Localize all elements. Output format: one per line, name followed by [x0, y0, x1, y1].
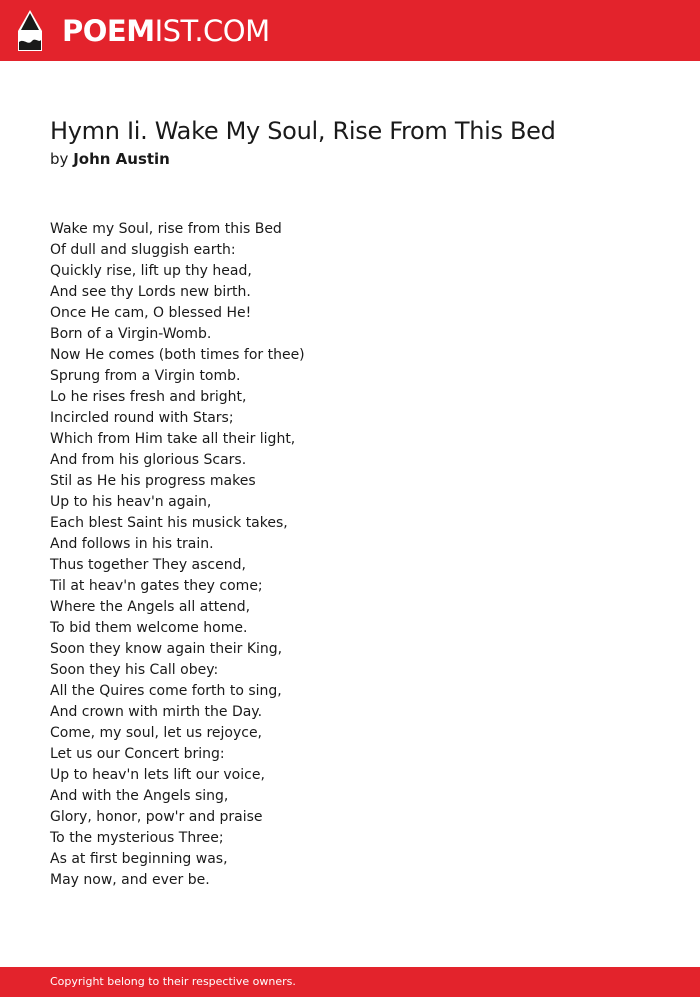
- poem-line: And crown with mirth the Day.: [50, 704, 263, 720]
- poem-title: Hymn Ii. Wake My Soul, Rise From This Bed: [50, 117, 556, 145]
- poem-line: Incircled round with Stars;: [50, 410, 234, 426]
- poem-line: And with the Angels sing,: [50, 788, 229, 804]
- poem-line: Once He cam, O blessed He!: [50, 305, 252, 321]
- poem-line: Til at heav'n gates they come;: [50, 578, 263, 594]
- poem-line: Stil as He his progress makes: [50, 473, 256, 489]
- poem-line: Let us our Concert bring:: [50, 746, 225, 762]
- poem-line: Sprung from a Virgin tomb.: [50, 368, 241, 384]
- poem-line: And from his glorious Scars.: [50, 452, 247, 468]
- poem-line: Born of a Virgin-Womb.: [50, 326, 212, 342]
- site-logo[interactable]: [62, 13, 270, 49]
- poem-line: Wake my Soul, rise from this Bed: [50, 221, 282, 237]
- poem-line: May now, and ever be.: [50, 872, 210, 888]
- site-footer: [0, 967, 700, 997]
- poem-line: Soon they his Call obey:: [50, 662, 219, 678]
- logo-light-text: IST.COM: [154, 14, 270, 48]
- poem-line: Now He comes (both times for thee): [50, 347, 305, 363]
- logo-bold-text: POEM: [62, 14, 155, 48]
- poem-line: Each blest Saint his musick takes,: [50, 515, 288, 531]
- poem-body: [50, 219, 650, 891]
- poem-line: Of dull and sluggish earth:: [50, 242, 236, 258]
- poem-line: Soon they know again their King,: [50, 641, 283, 657]
- poem-line: To the mysterious Three;: [50, 830, 224, 846]
- poem-line: Come, my soul, let us rejoyce,: [50, 725, 263, 741]
- byline: [50, 148, 170, 170]
- poem-line: And see thy Lords new birth.: [50, 284, 251, 300]
- poem-line: Quickly rise, lift up thy head,: [50, 263, 252, 279]
- site-header: [0, 0, 700, 61]
- poem-line: As at first beginning was,: [50, 851, 228, 867]
- poem-line: Where the Angels all attend,: [50, 599, 251, 615]
- copyright-text: Copyright belong to their respective owners.: [50, 975, 296, 988]
- poem-line: Up to heav'n lets lift our voice,: [50, 767, 265, 783]
- poem-line: To bid them welcome home.: [50, 620, 248, 636]
- poem-line: Up to his heav'n again,: [50, 494, 212, 510]
- poem-line: All the Quires come forth to sing,: [50, 683, 282, 699]
- poem-line: Lo he rises fresh and bright,: [50, 389, 247, 405]
- author-name: John Austin: [73, 150, 170, 168]
- poem-line: And follows in his train.: [50, 536, 214, 552]
- by-label: by: [50, 150, 69, 168]
- poem-line: Thus together They ascend,: [50, 557, 246, 573]
- poem-line: Glory, honor, pow'r and praise: [50, 809, 263, 825]
- pencil-tip-icon[interactable]: [16, 9, 44, 53]
- poem-line: Which from Him take all their light,: [50, 431, 296, 447]
